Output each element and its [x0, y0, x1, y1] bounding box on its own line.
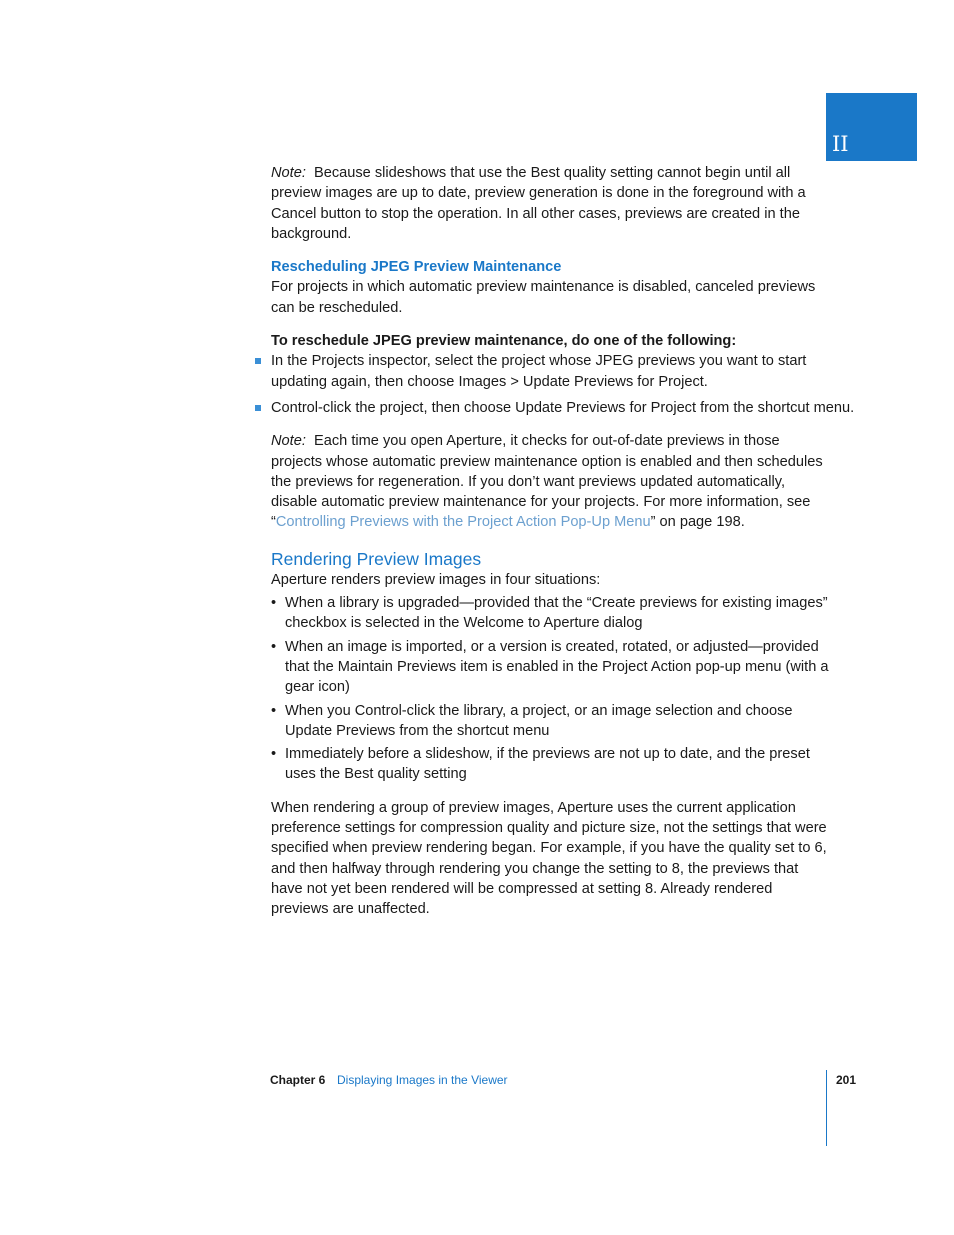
closing-paragraph: When rendering a group of preview images, Aperture uses the current application preference settings for compression quality and picture size, not the settings that were specified when preview rendering began. For example, if you have the quality set to 6, and then halfway through rendering you change the setting to 8, the previews that have not yet been rendered will be compressed at setting 8. Already rendered previews are unaffected. — [271, 799, 827, 918]
footer-chapter-title: Displaying Images in the Viewer — [337, 1073, 508, 1087]
note-text: Each time you open Aperture, it checks for out-of-date previews in those projects whose automatic preview maintenance option is enabled and then schedules the previews for regeneration. If you don’t want previews updated automatically, disable automatic preview maintenance for your projects. For more information, see “ — [271, 433, 823, 531]
task-lead: To reschedule JPEG preview maintenance, do one of the following: — [271, 333, 737, 350]
bullet-icon: • — [271, 595, 277, 612]
section-title: Rendering Preview Images — [271, 548, 482, 569]
cross-reference-link[interactable]: Controlling Previews with the Project Action Pop-Up Menu — [275, 514, 651, 531]
section-intro: Aperture renders preview images in four situations: — [271, 571, 601, 588]
page-content — [271, 160, 855, 920]
note-paragraph — [271, 431, 831, 532]
bullet-icon: • — [271, 702, 277, 719]
note-text: Because slideshows that use the Best quality setting cannot begin until all preview images are up to date, preview generation is done in the foreground with a Cancel button to stop the operation. In all other cases, previews are created in the background. — [271, 165, 806, 242]
list-item: • When a library is upgraded—provided that the “Create previews for existing images” checkbox is selected in the Welcome to Aperture dialog — [271, 595, 828, 632]
note-paragraph — [271, 163, 831, 244]
list-item: Control-click the project, then choose Update Previews for Project from the shortcut menu. — [271, 398, 831, 418]
list-item: In the Projects inspector, select the project whose JPEG previews you want to start updating again, then choose Images > Update Previews for Project. — [271, 351, 831, 392]
note-label: Note: — [271, 433, 306, 450]
page-number: 201 — [836, 1073, 857, 1087]
square-bullet-icon — [255, 358, 261, 364]
part-tab-label: II — [832, 132, 849, 156]
footer-chapter: Chapter 6 — [270, 1073, 326, 1087]
bullet-icon: • — [271, 638, 277, 655]
note-after: ” on page 198. — [650, 514, 745, 531]
note-label: Note: — [271, 165, 306, 181]
section-body: For projects in which automatic preview maintenance is disabled, canceled previews can be rescheduled. — [271, 279, 816, 316]
footer-rule — [826, 1070, 827, 1146]
list-item: • When an image is imported, or a version is created, rotated, or adjusted—provided that the Maintain Previews item is enabled in the Project Action pop-up menu (with a gear icon) — [271, 638, 829, 696]
part-tab — [826, 93, 917, 161]
list-item: • When you Control-click the library, a project, or an image selection and choose Update Previews from the shortcut menu — [271, 702, 793, 739]
list-item: • Immediately before a slideshow, if the previews are not up to date, and the preset uses the Best quality setting — [271, 746, 810, 783]
square-bullet-icon — [255, 405, 261, 411]
bullet-icon: • — [271, 746, 277, 763]
section-heading: Rescheduling JPEG Preview Maintenance — [271, 259, 562, 276]
